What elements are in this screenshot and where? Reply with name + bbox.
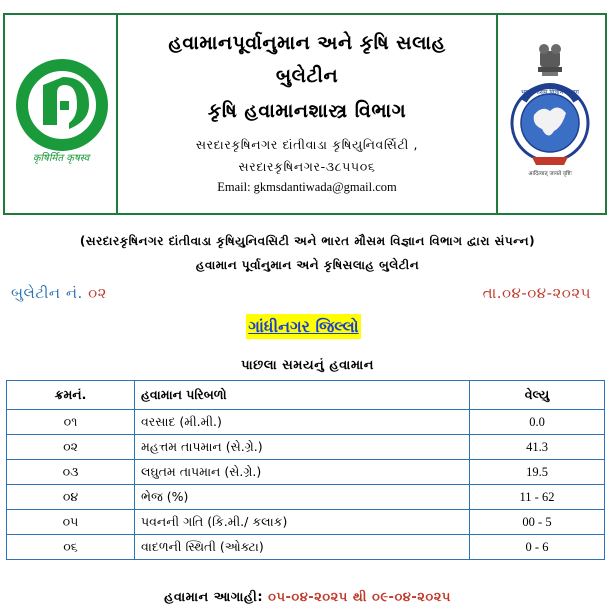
table-row xyxy=(7,485,605,510)
district-name: ગાંધીનગર જિલ્લો xyxy=(246,314,361,339)
previous-weather-table xyxy=(6,380,605,560)
bulletin-number-value: ૦૨ xyxy=(88,284,107,302)
row-value: 0.0 xyxy=(470,410,605,435)
column-header-parameter: હવામાન પરિબળો xyxy=(135,381,470,410)
university-logo-cell xyxy=(5,15,118,213)
forecast-period xyxy=(0,590,615,605)
bulletin-number-label: બુલેટીન નં. xyxy=(11,284,83,302)
header-title-line1: હવામાનપૂર્વાનુમાન અને કૃષિ સલાહ xyxy=(168,32,446,54)
bulletin-header xyxy=(3,13,607,215)
column-header-serial: ક્રમનં. xyxy=(7,381,135,410)
bulletin-subtitle-organisations: (સરદારકૃષિનગર દાંતીવાડા કૃષિયુનિવસિટી અને ભારત મૌસમ વિજ્ઞાન વિભાગ દ્વારા સંપન્ન) xyxy=(79,234,536,248)
header-text-block xyxy=(118,15,496,213)
table-row xyxy=(7,435,605,460)
row-parameter: મહત્તમ તાપમાન (સે.ગ્રે.) xyxy=(135,435,470,460)
previous-weather-title: પાછલા સમયનું હવામાન xyxy=(241,358,374,373)
row-parameter: પવનની ગતિ (કિ.મી./ કલાક) xyxy=(135,510,470,535)
bulletin-date: તા.૦૪-૦૪-૨૦૨૫ xyxy=(482,284,591,302)
seal-motto: आदित्यात् जायते वृष्टिः xyxy=(528,171,572,177)
logo-motto: कृषिर्मित कृषस्व xyxy=(32,153,90,164)
header-title-line2: બુલેટીન xyxy=(275,65,339,87)
row-value: 0 - 6 xyxy=(470,535,605,560)
row-parameter: વરસાદ (મી.મી.) xyxy=(135,410,470,435)
header-title-line3: કૃષિ હવામાનશાસ્ત્ર વિભાગ xyxy=(207,100,407,122)
row-parameter: વાદળની સ્થિતી (ઓક્ટા) xyxy=(135,535,470,560)
table-row xyxy=(7,535,605,560)
row-serial: ૦૬ xyxy=(7,535,135,560)
forecast-dates: ૦૫-૦૪-૨૦૨૫ થી ૦૯-૦૪-૨૦૨૫ xyxy=(268,590,451,605)
column-header-value: વેલ્યુ xyxy=(470,381,605,410)
row-serial: ૦૫ xyxy=(7,510,135,535)
imd-emblem xyxy=(498,15,603,213)
row-value: 19.5 xyxy=(470,460,605,485)
header-address: સરદારકૃષિનગર દાંતીવાડા કૃષિયુનિવર્સિટી , સરદારકૃષિનગર-૩૮૫૫૦૬ xyxy=(195,137,419,174)
table-header-row xyxy=(7,381,605,410)
row-value: 41.3 xyxy=(470,435,605,460)
imd-emblem-cell xyxy=(496,15,605,213)
row-parameter: લઘુતમ તાપમાન (સે.ગ્રે.) xyxy=(135,460,470,485)
imd-seal-icon xyxy=(512,85,588,177)
row-parameter: ભેજ (%) xyxy=(135,485,470,510)
row-serial: ૦૧ xyxy=(7,410,135,435)
bulletin-subtitle: હવામાન પૂર્વાનુમાન અને કૃષિસલાહ બુલેટીન xyxy=(195,258,420,272)
table-row xyxy=(7,510,605,535)
row-value: 11 - 62 xyxy=(470,485,605,510)
row-serial: ૦૨ xyxy=(7,435,135,460)
row-serial: ૦૩ xyxy=(7,460,135,485)
row-value: 00 - 5 xyxy=(470,510,605,535)
university-logo xyxy=(5,15,118,213)
row-serial: ૦૪ xyxy=(7,485,135,510)
forecast-label: હવામાન આગાહી: xyxy=(164,590,264,605)
table-row xyxy=(7,410,605,435)
bulletin-number xyxy=(11,284,107,302)
ashoka-emblem-icon xyxy=(538,44,562,76)
seal-ring-text: भारत मौसम विज्ञान विभाग xyxy=(521,89,579,96)
table-row xyxy=(7,460,605,485)
header-email: Email: gkmsdantiwada@gmail.com xyxy=(217,180,397,194)
